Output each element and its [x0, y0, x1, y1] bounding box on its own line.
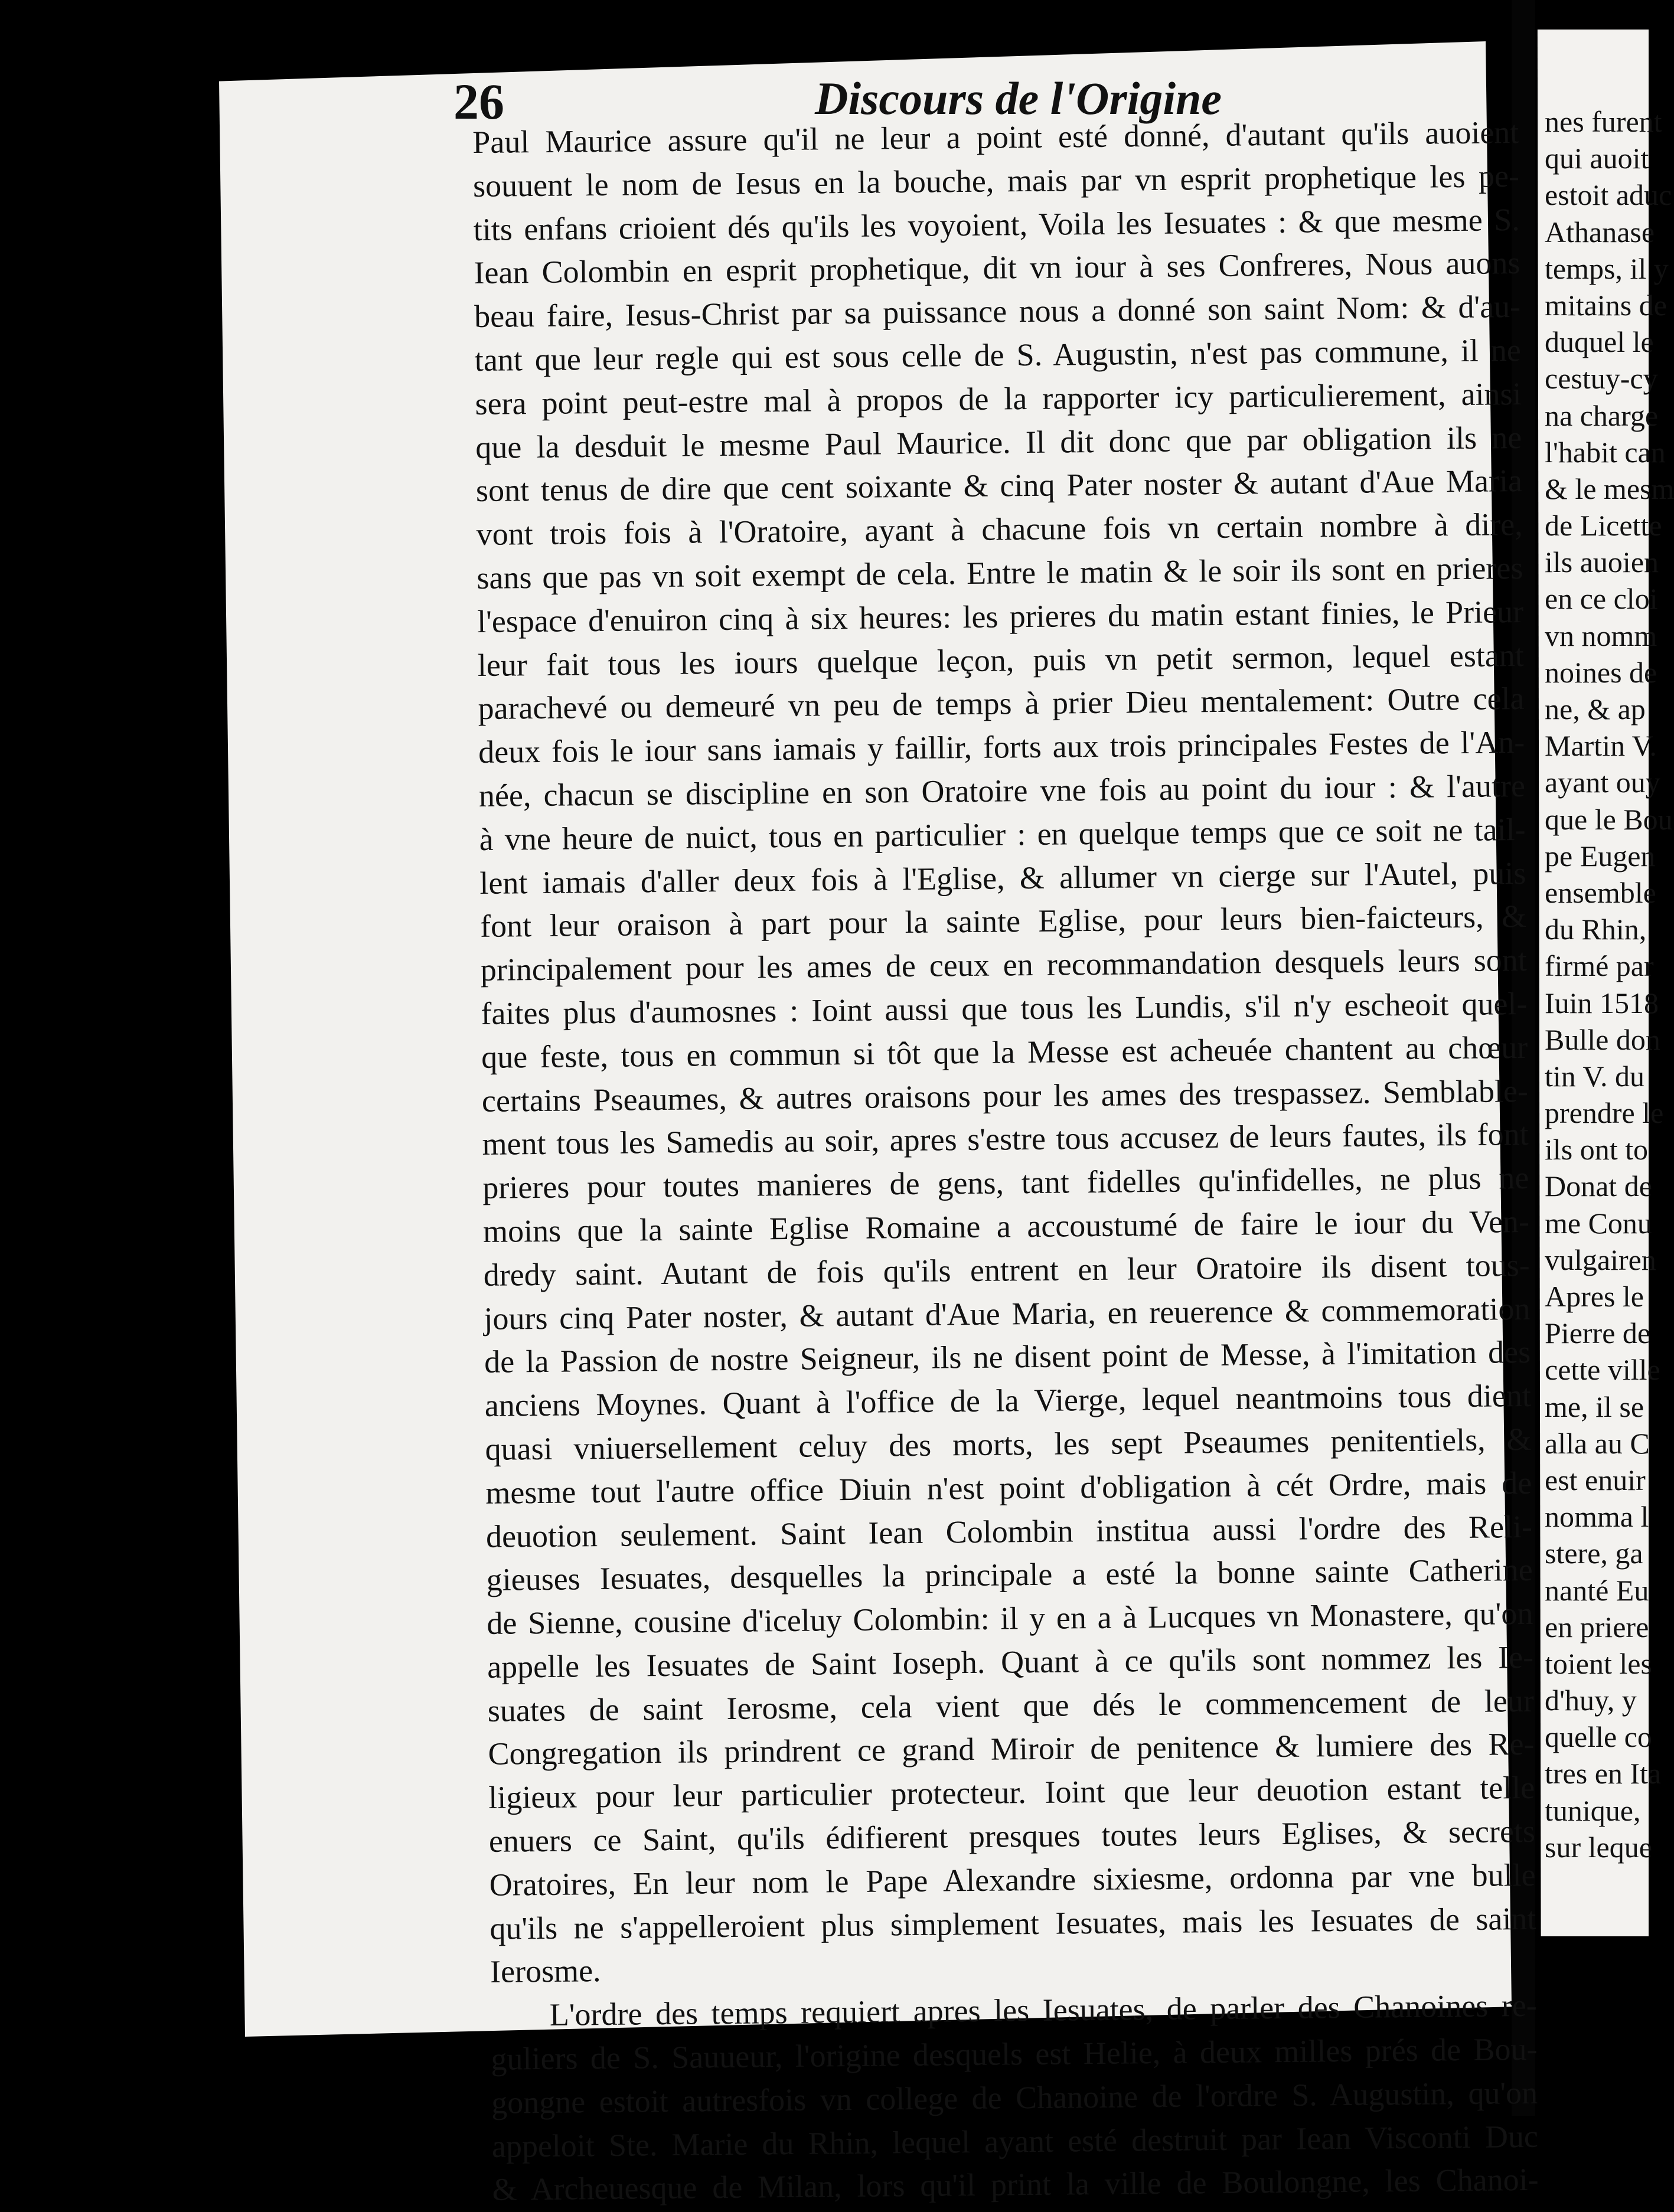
text-line: deux fois le iour sans iamais y faillir, forts aux trois principales Festes de l'An-: [478, 724, 1525, 770]
text-line: à vne heure de nuict, tous en particulier : en quelque temps que ce soit ne tail-: [479, 811, 1526, 857]
text-line: quasi vniuersellement celuy des morts, les sept Pseaumes penitentiels, &: [485, 1421, 1532, 1467]
text-line: faites plus d'aumosnes : Ioint aussi que tous les Lundis, s'il n'y escheoit quel-: [481, 985, 1528, 1031]
right-page-line: Bulle don: [1545, 1022, 1660, 1056]
text-line: certains Pseaumes, & autres oraisons pour les ames des trespassez. Semblable-: [481, 1073, 1529, 1119]
right-page-line: Iuin 1518: [1545, 986, 1659, 1020]
right-page-line: Apres le: [1545, 1280, 1644, 1313]
right-page-line: ils auoien: [1545, 545, 1659, 579]
right-page-line: du Rhin,: [1545, 913, 1647, 946]
body-text: [472, 111, 1539, 2212]
right-page-line: na charge: [1545, 398, 1659, 432]
right-page-line: ils ont to: [1545, 1133, 1649, 1167]
text-line: sont tenus de dire que cent soixante & cinq Pater noster & autant d'Aue Maria: [475, 463, 1523, 509]
right-page-line: nomma l: [1545, 1500, 1649, 1534]
right-page-line: me, il se: [1545, 1390, 1644, 1423]
text-line: ligieux pour leur particulier protecteur. Ioint que leur deuotion estant telle: [488, 1770, 1535, 1816]
text-line: anciens Moynes. Quant à l'office de la Vierge, lequel neantmoins tous dient: [484, 1378, 1532, 1424]
text-line: née, chacun se discipline en son Oratoire vne fois au point du iour : & l'autre: [478, 767, 1526, 813]
text-line: beau faire, Iesus-Christ par sa puissance nous a donné son saint Nom: & d'au-: [474, 289, 1521, 335]
right-page-line: cestuy-cy: [1545, 362, 1658, 396]
right-page-line: estoit aduc: [1545, 178, 1672, 212]
right-page-line: stere, ga: [1545, 1537, 1643, 1570]
right-page-line: nes furent: [1545, 105, 1662, 138]
right-page-line: vn nomm: [1545, 619, 1657, 652]
text-line: ment tous les Samedis au soir, apres s'estre tous accusez de leurs fautes, ils font: [482, 1116, 1529, 1162]
text-line: parachevé ou demeuré vn peu de temps à prier Dieu mentalement: Outre cela: [478, 681, 1525, 727]
right-page-line: l'habit can: [1545, 435, 1666, 469]
text-line: moins que la sainte Eglise Romaine a accoustumé de faire le iour du Ven-: [482, 1203, 1530, 1249]
right-page-line: de Licette: [1545, 509, 1662, 543]
text-line: que feste, tous en commun si tôt que la Messe est acheuée chantent au chœur: [481, 1029, 1528, 1075]
text-line: prieres pour toutes manieres de gens, tant fidelles qu'infidelles, ne plus ne: [482, 1160, 1529, 1206]
right-page-line: est enuir: [1545, 1463, 1646, 1497]
right-page-line: qui auoit: [1545, 142, 1649, 175]
right-page-line: duquel le: [1545, 325, 1654, 359]
text-line: sera point peut-estre mal à propos de la rapporter icy particulierement, ainsi: [475, 375, 1522, 422]
text-line: lent iamais d'aller deux fois à l'Eglise, & allumer vn cierge sur l'Autel, puis: [479, 855, 1526, 901]
text-line: principalement pour les ames de ceux en recommandation desquels leurs sont: [480, 942, 1528, 988]
right-page-line: me Conu: [1545, 1206, 1652, 1240]
text-line: Oratoires, En leur nom le Pape Alexandre sixiesme, ordonna par vne bulle: [489, 1857, 1536, 1903]
right-page-line: toient les: [1545, 1646, 1652, 1680]
right-page-line: cette ville: [1545, 1353, 1660, 1387]
text-line: font leur oraison à part pour la sainte Eglise, pour leurs bien-faicteurs, &: [479, 898, 1527, 945]
right-page-line: pe Eugen: [1545, 839, 1656, 873]
right-page-line: Martin V.: [1545, 729, 1657, 763]
text-line: tant que leur regle qui est sous celle de S. Augustin, n'est pas commune, il ne: [474, 332, 1522, 378]
right-page-line: Athanase: [1545, 215, 1655, 249]
text-line: & Archeuesque de Milan, lors qu'il print la ville de Boulongne, les Chanoi-: [492, 2162, 1539, 2208]
right-page-line: noines de: [1545, 655, 1657, 689]
text-line: appelle les Iesuates de Saint Ioseph. Quant à ce qu'ils sont nommez les Ie-: [487, 1639, 1534, 1685]
text-line: guliers de S. Sauueur, l'origine desquels est Helie, à deux milles prés de Bou-: [491, 2031, 1538, 2077]
text-line: dredy saint. Autant de fois qu'ils entrent en leur Oratoire ils disent tous-: [483, 1247, 1530, 1293]
right-page-line: tin V. du: [1545, 1059, 1645, 1093]
right-page-line: ayant ouy: [1545, 766, 1660, 799]
text-line: qu'ils ne s'appelleroient plus simplement Iesuates, mais les Iesuates de saint: [490, 1900, 1536, 1946]
right-page-line: ensemble: [1545, 875, 1656, 909]
right-page-line: en ce cloi: [1545, 582, 1658, 616]
text-line: sans que pas vn soit exempt de cela. Entre le matin & le soir ils sont en prieres: [477, 550, 1523, 596]
right-page-line: ne, & ap: [1545, 692, 1646, 726]
text-line: Iean Colombin en esprit prophetique, dit vn iour à ses Confreres, Nous auons: [474, 245, 1520, 291]
right-page-text: [1545, 103, 1674, 1865]
text-line: gieuses Iesuates, desquelles la principale a esté la bonne sainte Catherine: [486, 1552, 1533, 1598]
text-line: leur fait tous les iours quelque leçon, puis vn petit sermon, lequel estant: [477, 637, 1525, 683]
right-page-line: prendre le: [1545, 1096, 1664, 1130]
right-page-line: Donat de: [1545, 1169, 1652, 1203]
running-head: Discours de l'Origine: [815, 73, 1222, 124]
right-page-line: nanté Eu: [1545, 1573, 1649, 1607]
text-line: tits enfans crioient dés qu'ils les voyoient, Voila les Iesuates : & que mesme S.: [473, 201, 1520, 247]
text-line: l'espace d'enuiron cinq à six heures: les prieres du matin estant finies, le Prieur: [477, 593, 1524, 639]
right-page-line: tres en Ita: [1545, 1757, 1662, 1790]
right-page-line: Pierre de: [1545, 1316, 1651, 1350]
right-page-line: mitains de: [1545, 288, 1667, 322]
right-page-line: en priere: [1545, 1610, 1649, 1644]
right-page-line: & le mesm: [1545, 472, 1674, 505]
right-page-line: temps, il y: [1545, 251, 1669, 285]
text-line: vont trois fois à l'Oratoire, ayant à chacune fois vn certain nombre à dire,: [476, 507, 1523, 553]
text-line: que la desduit le mesme Paul Maurice. Il dit donc que par obligation ils ne: [475, 419, 1522, 465]
right-page-line: que le Bou: [1545, 802, 1673, 836]
text-line: Ierosme.: [490, 1953, 601, 1990]
text-line: de la Passion de nostre Seigneur, ils ne disent point de Messe, à l'imitation des: [484, 1334, 1531, 1380]
text-line: deuotion seulement. Saint Iean Colombin institua aussi l'ordre des Reli-: [485, 1508, 1533, 1554]
right-page-line: firmé par: [1545, 949, 1654, 983]
text-line: Paul Maurice assure qu'il ne leur a point esté donné, d'autant qu'ils auoient: [472, 114, 1519, 160]
text-line: enuers ce Saint, qu'ils édifierent presques toutes leurs Eglises, & secrets: [488, 1813, 1536, 1859]
text-line: souuent le nom de Iesus en la bouche, mais par vn esprit prophetique les pe-: [472, 158, 1520, 204]
right-page-line: quelle co: [1545, 1720, 1652, 1754]
right-page-line: d'huy, y: [1545, 1684, 1637, 1717]
text-line: de Sienne, cousine d'iceluy Colombin: il y en a à Lucques vn Monastere, qu'on: [487, 1595, 1533, 1641]
page-number: 26: [453, 73, 504, 130]
text-line: appeloit Ste. Marie du Rhin, lequel ayant esté destruit par Iean Visconti Duc: [491, 2118, 1539, 2164]
text-line: jours cinq Pater noster, & autant d'Aue Maria, en reuerence & commemoration: [484, 1290, 1531, 1337]
text-line: suates de saint Ierosme, cela vient que dés le commencement de leur: [487, 1682, 1535, 1729]
text-line: L'ordre des temps requiert apres les Iesuates, de parler des Chanoines re-: [549, 1988, 1538, 2033]
right-page-line: vulgairen: [1545, 1243, 1656, 1276]
right-page-line: alla au C: [1545, 1426, 1650, 1460]
text-line: Congregation ils prindrent ce grand Miroir de penitence & lumiere des Re-: [488, 1726, 1535, 1772]
text-line: mesme tout l'autre office Diuin n'est point d'obligation à cét Ordre, mais de: [485, 1465, 1532, 1511]
text-line: gongne estoit autresfois vn college de Chanoine de l'ordre S. Augustin, qu'on: [491, 2074, 1538, 2120]
right-page-line: tunique,: [1545, 1793, 1641, 1827]
right-page-line: sur leque: [1545, 1830, 1652, 1864]
